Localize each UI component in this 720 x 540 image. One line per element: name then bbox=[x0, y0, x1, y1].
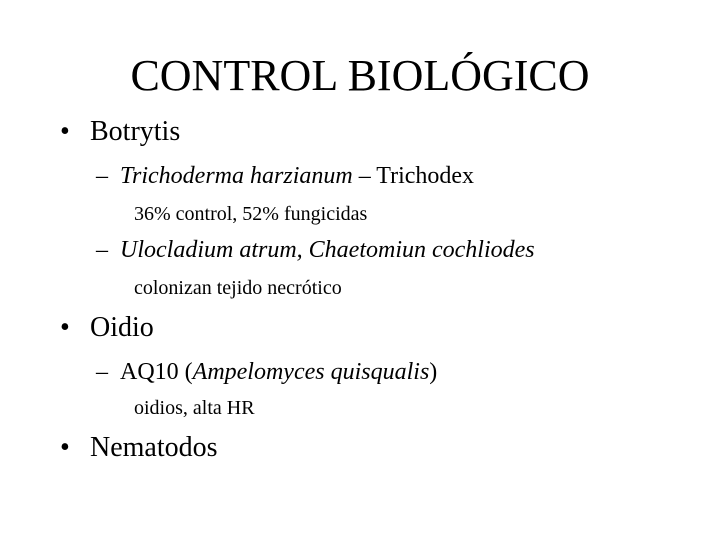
product-prefix: AQ10 ( bbox=[120, 359, 193, 385]
product-suffix: ) bbox=[429, 359, 438, 385]
bullet-symbol: • bbox=[60, 116, 70, 147]
dash-symbol: – bbox=[96, 237, 108, 263]
dash-symbol: – bbox=[96, 359, 108, 385]
bullet-label: Botrytis bbox=[90, 116, 181, 147]
dash-symbol: – bbox=[96, 163, 108, 189]
bullet-symbol: • bbox=[60, 432, 70, 463]
bullet-symbol: • bbox=[60, 312, 70, 343]
bullet-item-oidio bbox=[60, 312, 154, 344]
species-name: Ulocladium atrum, Chaetomiun cochliodes bbox=[120, 237, 535, 263]
product-name: – Trichodex bbox=[352, 163, 475, 189]
detail-aq10: oidios, alta HR bbox=[134, 397, 255, 419]
bullet-item-botrytis bbox=[60, 116, 180, 148]
subitem-aq10 bbox=[96, 358, 437, 386]
subitem-trichoderma bbox=[96, 162, 474, 190]
bullet-label: Nematodos bbox=[90, 432, 218, 463]
slide-title: CONTROL BIOLÓGICO bbox=[130, 51, 590, 100]
detail-ulocladium: colonizan tejido necrótico bbox=[134, 277, 342, 299]
species-name: Trichoderma harzianum bbox=[120, 163, 353, 189]
bullet-label: Oidio bbox=[90, 312, 154, 343]
bullet-item-nematodos bbox=[60, 432, 218, 464]
species-name: Ampelomyces quisqualis bbox=[192, 359, 430, 385]
detail-trichoderma: 36% control, 52% fungicidas bbox=[134, 203, 368, 225]
subitem-ulocladium bbox=[96, 236, 535, 264]
